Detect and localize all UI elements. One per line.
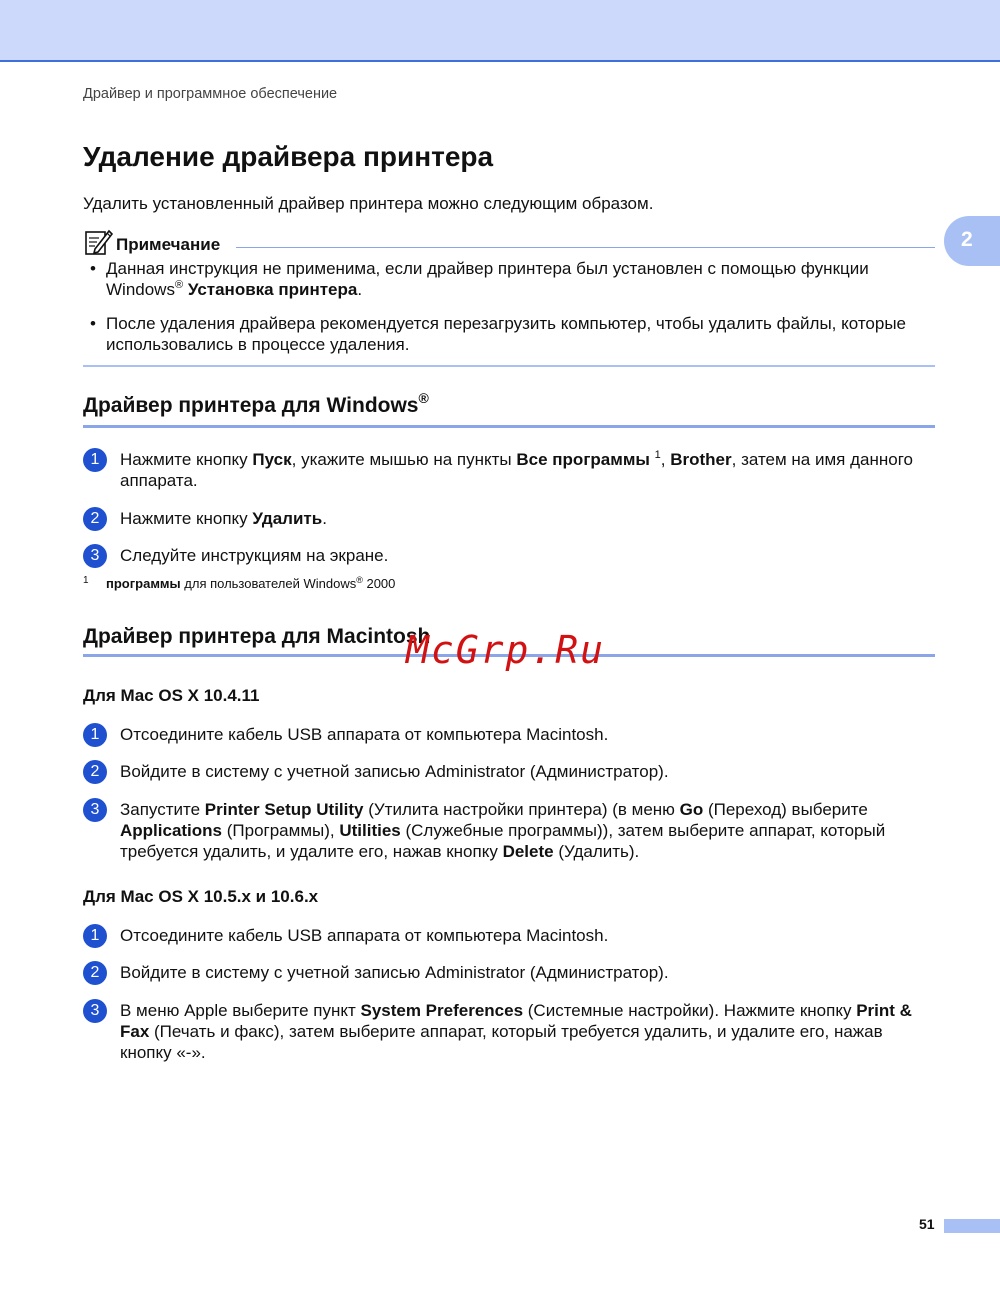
chapter-tab — [944, 216, 1000, 266]
watermark: McGrp.Ru — [406, 628, 606, 672]
step-item — [83, 508, 935, 530]
section-title-macintosh: Драйвер принтера для Macintosh — [83, 625, 431, 648]
intro-text: Удалить установленный драйвер принтера можно следующим образом. — [83, 194, 654, 213]
note-item — [90, 313, 935, 355]
note-divider — [236, 247, 935, 248]
step-text: В меню Apple выберите пункт System Preferences (Системные настройки). Нажмите кнопку Print & Fax (Печать и факс), затем выберите аппарат, который требуется удалить, и удалите его, нажав кнопку «-». — [120, 1001, 912, 1062]
page-title: Удаление драйвера принтера — [83, 141, 494, 172]
step-item — [83, 799, 935, 865]
bullet: • — [90, 314, 96, 333]
note-item — [90, 258, 935, 300]
note-pencil-icon — [83, 228, 113, 256]
step-number: 3 — [83, 999, 107, 1023]
step-text: Запустите Printer Setup Utility (Утилита настройки принтера) (в меню Go (Переход) выберите Applications (Программы), Utilities (Служебные программы)), затем выберите аппарат, который требуется удалить, и удалите его, нажав кнопку Delete (Удалить). — [120, 800, 886, 861]
footnote-mark: 1 — [83, 575, 89, 586]
step-text: Нажмите кнопку Удалить. — [120, 509, 327, 528]
section-title-text: Драйвер принтера для Windows — [83, 394, 419, 417]
registered-mark: ® — [418, 390, 429, 406]
footnote-ref[interactable]: 1 — [654, 449, 661, 461]
step-number: 1 — [83, 924, 107, 948]
note-label: Примечание — [116, 235, 221, 254]
breadcrumb: Драйвер и программное обеспечение — [83, 86, 338, 102]
header-band — [0, 0, 1000, 62]
step-item — [83, 724, 935, 746]
step-text: Войдите в систему с учетной записью Administrator (Администратор). — [120, 762, 669, 781]
subsection-title: Для Mac OS X 10.4.11 — [83, 686, 260, 705]
page-number: 51 — [919, 1216, 935, 1232]
step-number: 2 — [83, 961, 107, 985]
step-text: Войдите в систему с учетной записью Administrator (Администратор). — [120, 963, 669, 982]
subsection-title: Для Mac OS X 10.5.x и 10.6.x — [83, 887, 319, 906]
note-header — [83, 228, 935, 258]
step-number: 1 — [83, 448, 107, 472]
step-number: 3 — [83, 798, 107, 822]
note-item-end: . — [357, 280, 363, 299]
note-list — [90, 258, 935, 368]
step-text: Отсоедините кабель USB аппарата от компьютера Macintosh. — [120, 725, 609, 744]
step-item — [83, 1000, 935, 1066]
step-text: Следуйте инструкциям на экране. — [120, 546, 389, 565]
step-text: Отсоедините кабель USB аппарата от компьютера Macintosh. — [120, 926, 609, 945]
note-item-text: Данная инструкция не применима, если драйвер принтера был установлен с помощью функции Windows — [106, 259, 869, 299]
section-rule — [83, 425, 935, 428]
step-number: 2 — [83, 760, 107, 784]
note-item-bold: Установка принтера — [187, 280, 358, 299]
section-title-windows — [83, 390, 429, 418]
chapter-number: 2 — [961, 228, 973, 251]
note-item-text: После удаления драйвера рекомендуется перезагрузить компьютер, чтобы удалить файлы, которые использовались в процессе удаления. — [106, 314, 906, 354]
step-number: 3 — [83, 544, 107, 568]
step-item — [83, 449, 935, 493]
step-number: 2 — [83, 507, 107, 531]
step-item — [83, 761, 935, 783]
step-item — [83, 962, 935, 984]
step-item — [83, 925, 935, 947]
step-item — [83, 545, 935, 567]
footnote-text: программы для пользователей Windows® 2000 — [106, 575, 396, 591]
registered-mark: ® — [174, 279, 184, 291]
step-text: Нажмите кнопку Пуск, укажите мышью на пункты Все программы $^1$, Brother, затем на имя данного аппарата. — [120, 449, 913, 490]
bullet: • — [90, 259, 96, 278]
page-number-bar — [944, 1219, 1000, 1233]
note-bottom-divider — [83, 365, 935, 367]
step-number: 1 — [83, 723, 107, 747]
